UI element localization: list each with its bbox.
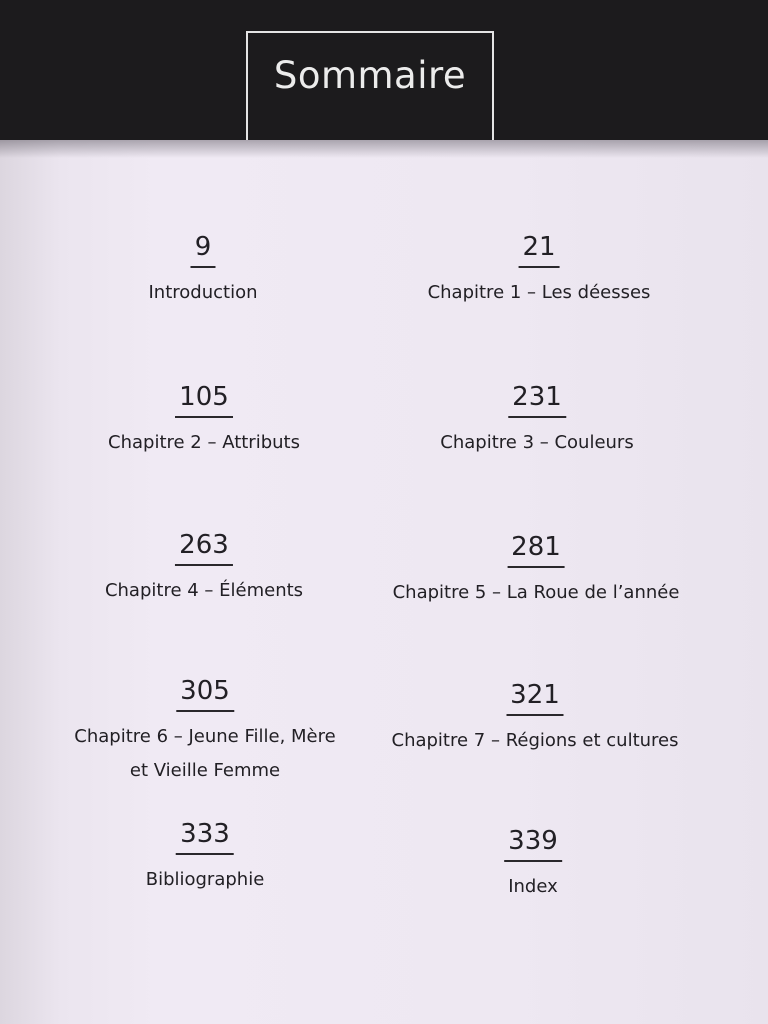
toc-entry-title-line2: et Vieille Femme [129, 760, 281, 781]
toc-entry-introduction [148, 232, 257, 310]
toc-entry-title: Chapitre 6 – Jeune Fille, Mère [74, 726, 336, 747]
toc-entry-chapitre-4 [105, 530, 303, 608]
toc-page-number: 9 [191, 232, 216, 268]
toc-entry-title: Introduction [148, 282, 258, 303]
toc-entry-title: Chapitre 2 – Attributs [108, 432, 300, 453]
page-title: Sommaire [273, 54, 467, 97]
toc-entry-title: Index [508, 876, 558, 897]
toc-entry-chapitre-6 [74, 676, 335, 788]
toc-entry-title: Chapitre 1 – Les déesses [427, 282, 651, 303]
toc-entry-title: Chapitre 5 – La Roue de l’année [392, 582, 680, 603]
toc-entry-title: Chapitre 4 – Éléments [104, 580, 304, 601]
toc-page-number: 105 [175, 382, 233, 418]
toc-entry-index [504, 826, 562, 904]
toc-page-number: 281 [507, 532, 565, 568]
toc-page-number: 339 [504, 826, 562, 862]
toc-page-number: 305 [176, 676, 234, 712]
page-edge-shadow [0, 140, 768, 158]
toc-page-number: 231 [508, 382, 566, 418]
toc-entry-chapitre-3 [440, 382, 633, 460]
toc-page-number: 333 [176, 819, 234, 855]
toc-page-number: 21 [518, 232, 559, 268]
toc-entry-chapitre-1 [428, 232, 651, 310]
toc-entry-title: Chapitre 7 – Régions et cultures [391, 730, 679, 751]
toc-page-number: 263 [175, 530, 233, 566]
toc-entry-chapitre-2 [108, 382, 300, 460]
toc-entry-chapitre-7 [392, 680, 679, 758]
toc-entry-title: Bibliographie [145, 869, 265, 890]
toc-page-number: 321 [506, 680, 564, 716]
toc-entry-bibliographie [146, 819, 265, 897]
toc-entry-chapitre-5 [393, 532, 680, 610]
toc-entry-title: Chapitre 3 – Couleurs [440, 432, 634, 453]
